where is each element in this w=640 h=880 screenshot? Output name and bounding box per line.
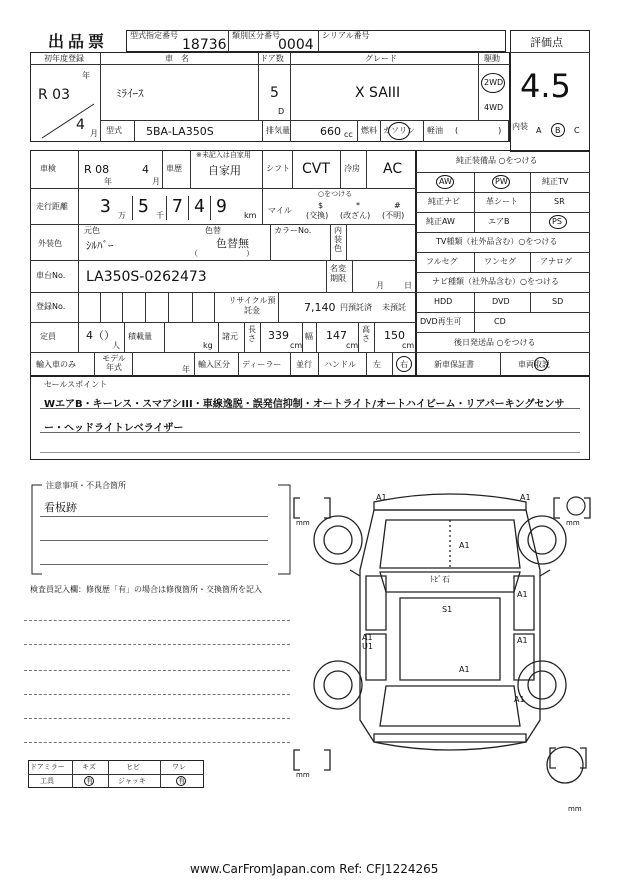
orig-color: ｼﾙﾊﾞｰ bbox=[86, 239, 114, 252]
cd: CD bbox=[494, 317, 506, 326]
handle-left: 左 bbox=[373, 360, 381, 369]
model-code-label: 型式指定番号 bbox=[130, 31, 178, 40]
docs-label: 後日発送品 ○をつける bbox=[454, 338, 536, 347]
color-label: 外装色 bbox=[38, 239, 62, 248]
opt-genuine-aw: 純正AW bbox=[426, 217, 455, 226]
interior-a: A bbox=[536, 126, 542, 135]
mark-right-rear-door: A1 bbox=[517, 636, 528, 645]
tv-oneseg: ワンセグ bbox=[484, 257, 516, 266]
mileage-digit-3: 7 bbox=[172, 196, 183, 217]
legend-break: ワレ bbox=[172, 763, 186, 771]
shaken-month-unit: 月 bbox=[152, 177, 160, 186]
fuel-gas: ガソリン bbox=[383, 126, 415, 135]
tv-analog: アナログ bbox=[540, 257, 572, 266]
height: 150 bbox=[384, 329, 405, 342]
drive-2wd: 2WD bbox=[484, 78, 504, 87]
color-num-label: 色替 bbox=[205, 226, 221, 235]
shaken-month: 4 bbox=[142, 163, 149, 176]
mark-right-front-door: A1 bbox=[517, 590, 528, 599]
length-label: 長さ bbox=[248, 325, 256, 343]
reg-label: 登録No. bbox=[36, 302, 66, 311]
doc-warranty: 新車保証書 bbox=[434, 360, 474, 369]
car-name-label: 車 名 bbox=[165, 54, 189, 63]
model-code: 18736 bbox=[182, 37, 227, 53]
genuine-label: 純正装備品 ○をつける bbox=[456, 156, 538, 165]
recycle-label: リサイクル預託金 bbox=[228, 296, 276, 316]
width-label: 幅 bbox=[305, 332, 313, 341]
mark-rear-right: A1 bbox=[514, 695, 525, 704]
class-code: 0004 bbox=[278, 37, 314, 53]
mileage-unit-man: 万 bbox=[118, 211, 126, 220]
tv-label: TV種類（社外品含む）○をつける bbox=[436, 237, 558, 246]
height-label: 高さ bbox=[362, 325, 370, 343]
drive-4wd: 4WD bbox=[484, 103, 504, 112]
mark-front-right: A1 bbox=[520, 493, 531, 502]
width: 147 bbox=[326, 329, 347, 342]
recycle-unit: 円預託済 bbox=[340, 303, 372, 312]
opt-pw: PW bbox=[495, 177, 508, 186]
navi-sd: SD bbox=[552, 297, 564, 306]
legend-tools: 工具 bbox=[40, 777, 54, 785]
first-reg-year-unit: 年 bbox=[82, 71, 90, 80]
mm-3: mm bbox=[296, 771, 310, 779]
import-parallel: 並行 bbox=[296, 360, 312, 369]
color-change: 色替無 bbox=[216, 237, 249, 250]
vehicle-type: 5BA-LA350S bbox=[146, 125, 214, 138]
mileage-check-label: ○をつける bbox=[318, 190, 353, 198]
history-label: 車歴 bbox=[166, 164, 182, 173]
load-kg: kg bbox=[203, 341, 213, 350]
chassis-number: LA350S-0262473 bbox=[86, 269, 207, 285]
colorno-label: カラーNo. bbox=[274, 226, 312, 235]
recycle-unpaid: 未預託 bbox=[382, 303, 406, 312]
navi-label: ナビ種類（社外品含む）○をつける bbox=[432, 277, 559, 286]
history-note: ※未記入は自家用 bbox=[196, 151, 251, 159]
opt-aw: AW bbox=[439, 177, 452, 186]
tv-fullseg: フルセグ bbox=[426, 257, 458, 266]
capacity-unit: 人 bbox=[112, 341, 120, 350]
navi-dvd: DVD bbox=[492, 297, 510, 306]
capacity: 4（） bbox=[86, 329, 115, 342]
first-reg-month: 4 bbox=[76, 117, 85, 133]
opt-navi: 純正ナビ bbox=[428, 197, 460, 206]
size-label: 諸元 bbox=[222, 332, 238, 341]
opt-ps: PS bbox=[552, 217, 562, 226]
sales-text: WエアB・キーレス・スマアシIII・車線逸脱・誤発信抑制・オートライト/オートハイビーム・リアパーキングセンサー・ヘッドライトレベライザー bbox=[44, 399, 565, 434]
mm-2: mm bbox=[566, 519, 580, 527]
mileage-digit-2: 5 bbox=[138, 196, 149, 217]
inspector-label: 検査員記入欄：修復歴「有」の場合は修復箇所・交換箇所を記入 bbox=[30, 585, 262, 594]
mileage-digit-4: 4 bbox=[194, 196, 205, 217]
mileage-unknown: (不明) bbox=[382, 211, 405, 220]
mileage-swap-sym: $ bbox=[318, 201, 324, 210]
type-label: 型式 bbox=[106, 126, 122, 135]
mark-front-bumper: A1 bbox=[376, 493, 387, 502]
notes-text: 看板跡 bbox=[44, 501, 77, 514]
first-reg-month-unit: 月 bbox=[90, 129, 98, 138]
footer-watermark: www.CarFromJapan.com Ref: CFJ1224265 bbox=[190, 862, 439, 876]
doc-manual: 車両取説 bbox=[518, 360, 550, 369]
ac: AC bbox=[383, 161, 403, 177]
handle-label: ハンドル bbox=[324, 360, 356, 369]
legend-tools-yes: 有 bbox=[86, 777, 93, 785]
capacity-label: 定員 bbox=[40, 332, 56, 341]
shaken-year: R 08 bbox=[84, 163, 110, 176]
class-code-label: 類別区分番号 bbox=[232, 31, 280, 40]
recycle-value: 7,140 bbox=[304, 301, 336, 314]
load-label: 積載量 bbox=[128, 332, 152, 341]
dvd-playable: DVD再生可 bbox=[420, 317, 462, 326]
height-cm: cm bbox=[402, 341, 415, 350]
transfer-day: 日 bbox=[404, 281, 412, 290]
disp-label: 排気量 bbox=[266, 126, 290, 135]
mileage-tamper: (改ざん) bbox=[340, 211, 371, 220]
mileage-digit-5: 9 bbox=[216, 196, 227, 217]
mark-left-rear-door: A1 bbox=[362, 633, 373, 642]
mm-4: mm bbox=[568, 805, 582, 813]
opt-tv: 純正TV bbox=[542, 177, 569, 186]
drive-label: 駆動 bbox=[484, 54, 500, 63]
import-dealer: ディーラー bbox=[242, 360, 282, 369]
mm-1: mm bbox=[296, 519, 310, 527]
displacement: 660 bbox=[320, 125, 341, 138]
length-cm: cm bbox=[290, 341, 303, 350]
mark-roof: S1 bbox=[442, 605, 453, 614]
interior-label: 内装 bbox=[512, 122, 528, 131]
car-damage-diagram bbox=[290, 480, 600, 810]
interior-color-label: 内装色 bbox=[334, 226, 342, 253]
notes-bracket bbox=[30, 480, 292, 576]
shift-label: シフト bbox=[266, 164, 290, 173]
mileage-unknown-sym: # bbox=[394, 201, 401, 210]
legend-mirror: ドアミラー bbox=[30, 763, 65, 771]
mileage-label: 走行距離 bbox=[36, 202, 68, 211]
length: 339 bbox=[268, 329, 289, 342]
model-year-label: モデル年式 bbox=[102, 354, 126, 372]
mileage-km: km bbox=[244, 211, 257, 220]
orig-color-label: 元色 bbox=[84, 226, 100, 235]
opt-airbag: エアB bbox=[488, 217, 510, 226]
shaken-year-unit: 年 bbox=[104, 177, 112, 186]
legend-jack-yes: 有 bbox=[178, 777, 185, 785]
mileage-tamper-sym: * bbox=[356, 201, 360, 210]
disp-unit: cc bbox=[344, 130, 353, 139]
notes-label: 注意事項・不具合箇所 bbox=[46, 481, 126, 490]
first-reg-label: 初年度登録 bbox=[44, 54, 84, 63]
ac-label: 冷房 bbox=[344, 164, 360, 173]
legend-scratch: キズ bbox=[82, 763, 96, 771]
mark-windshield: ﾄﾋﾞ石 bbox=[430, 575, 450, 584]
mileage-digit-1: 3 bbox=[100, 196, 111, 217]
grade-label: グレード bbox=[365, 54, 397, 63]
chassis-label: 車台No. bbox=[36, 271, 66, 280]
model-year-unit: 年 bbox=[182, 365, 190, 374]
width-cm: cm bbox=[346, 341, 359, 350]
interior-b: B bbox=[555, 126, 561, 135]
sales-label: セールスポイント bbox=[44, 380, 108, 389]
mark-hood: A1 bbox=[459, 541, 470, 550]
car-name: ﾐﾗｲｰｽ bbox=[116, 87, 144, 100]
mileage-mile: マイル bbox=[268, 206, 292, 215]
shaken-label: 車検 bbox=[40, 164, 56, 173]
interior-c: C bbox=[574, 126, 580, 135]
doors: 5 bbox=[270, 85, 279, 101]
diagonal-slash bbox=[40, 102, 96, 140]
mileage-swap: (交換) bbox=[306, 211, 329, 220]
opt-leather: 革シート bbox=[486, 197, 518, 206]
opt-sr: SR bbox=[554, 197, 565, 206]
navi-hdd: HDD bbox=[434, 297, 453, 306]
mark-rear: A1 bbox=[459, 665, 470, 674]
import-label: 輸入車のみ bbox=[36, 360, 76, 369]
fuel-label: 燃料 bbox=[361, 126, 377, 135]
rating-label: 評価点 bbox=[530, 36, 563, 49]
legend-jack: ジャッキ bbox=[118, 777, 146, 785]
transfer-month: 月 bbox=[376, 281, 384, 290]
mileage-unit-sen: 千 bbox=[156, 211, 164, 220]
shift: CVT bbox=[302, 161, 330, 177]
form-title: 出品票 bbox=[48, 32, 109, 51]
first-reg-year: R 03 bbox=[38, 87, 70, 103]
transfer-label: 名変期限 bbox=[330, 264, 346, 283]
color-paren: （ ） bbox=[190, 249, 254, 258]
legend-crack: ヒビ bbox=[126, 763, 140, 771]
history: 自家用 bbox=[208, 164, 241, 177]
doors-label: ドア数 bbox=[260, 54, 284, 63]
serial-label: シリアル番号 bbox=[322, 31, 370, 40]
door-type: D bbox=[278, 107, 285, 116]
grade: X SAIII bbox=[355, 85, 401, 101]
rating-value: 4.5 bbox=[520, 67, 571, 105]
fuel-light: 軽油 bbox=[427, 126, 443, 135]
mark-left-rear-door-2: U1 bbox=[362, 642, 373, 651]
import-class-label: 輸入区分 bbox=[198, 360, 230, 369]
fuel-paren: ( ) bbox=[455, 126, 502, 135]
handle-right: 右 bbox=[400, 360, 408, 369]
